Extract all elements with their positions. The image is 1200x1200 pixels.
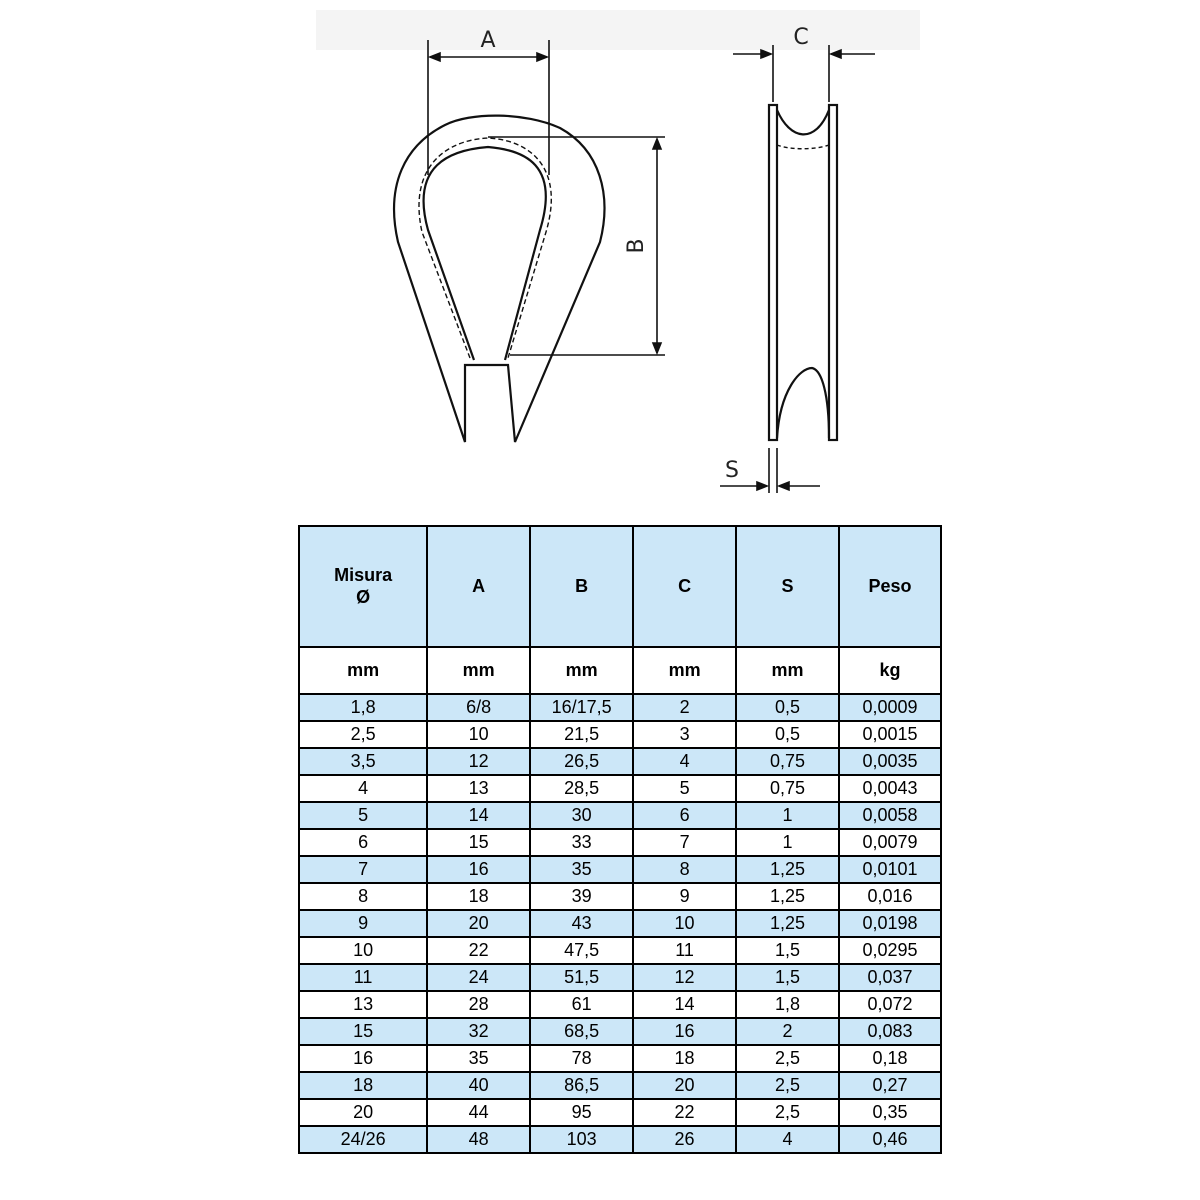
table-cell: 0,016 <box>839 883 941 910</box>
table-cell: 0,46 <box>839 1126 941 1153</box>
table-cell: 20 <box>299 1099 427 1126</box>
table-cell: 1,25 <box>736 856 839 883</box>
header-misura-label: Misura <box>334 564 393 585</box>
table-cell: 1,25 <box>736 883 839 910</box>
table-cell: 24 <box>427 964 530 991</box>
header-b: B <box>530 526 633 647</box>
table-cell: 35 <box>427 1045 530 1072</box>
table-cell: 1,8 <box>299 694 427 721</box>
table-row <box>299 694 941 721</box>
table-cell: 8 <box>633 856 736 883</box>
dimension-b-label: B <box>624 238 649 254</box>
table-cell: 47,5 <box>530 937 633 964</box>
table-cell: 10 <box>299 937 427 964</box>
table-cell: 0,35 <box>839 1099 941 1126</box>
table-cell: 1 <box>736 802 839 829</box>
table-cell: 2,5 <box>736 1072 839 1099</box>
header-a: A <box>427 526 530 647</box>
table-cell: 11 <box>633 937 736 964</box>
table-cell: 48 <box>427 1126 530 1153</box>
table-row <box>299 937 941 964</box>
table-cell: 2 <box>736 1018 839 1045</box>
table-cell: 4 <box>299 775 427 802</box>
table-cell: 24/26 <box>299 1126 427 1153</box>
table-cell: 9 <box>299 910 427 937</box>
table-cell: 16 <box>299 1045 427 1072</box>
table-cell: 0,083 <box>839 1018 941 1045</box>
table-row <box>299 1099 941 1126</box>
table-cell: 7 <box>299 856 427 883</box>
header-row <box>299 526 941 647</box>
table-cell: 5 <box>633 775 736 802</box>
table-cell: 16/17,5 <box>530 694 633 721</box>
table-cell: 61 <box>530 991 633 1018</box>
table-cell: 0,18 <box>839 1045 941 1072</box>
table-cell: 0,0101 <box>839 856 941 883</box>
table-row <box>299 1018 941 1045</box>
table-cell: 1,25 <box>736 910 839 937</box>
table-cell: 12 <box>633 964 736 991</box>
table-cell: 6 <box>299 829 427 856</box>
table-cell: 1,5 <box>736 964 839 991</box>
table-cell: 32 <box>427 1018 530 1045</box>
table-cell: 12 <box>427 748 530 775</box>
unit-cell: mm <box>427 647 530 694</box>
table-row <box>299 802 941 829</box>
table-cell: 4 <box>736 1126 839 1153</box>
table-cell: 44 <box>427 1099 530 1126</box>
table-cell: 0,0009 <box>839 694 941 721</box>
table-cell: 33 <box>530 829 633 856</box>
unit-cell: mm <box>736 647 839 694</box>
dimension-c <box>733 45 875 102</box>
table-cell: 13 <box>299 991 427 1018</box>
table-cell: 30 <box>530 802 633 829</box>
table-row <box>299 964 941 991</box>
table-row <box>299 721 941 748</box>
table-cell: 0,27 <box>839 1072 941 1099</box>
side-view-bottom-groove <box>777 368 829 438</box>
table-cell: 2,5 <box>299 721 427 748</box>
table-body <box>299 694 941 1153</box>
table-cell: 0,0079 <box>839 829 941 856</box>
table-cell: 86,5 <box>530 1072 633 1099</box>
table-cell: 21,5 <box>530 721 633 748</box>
table-cell: 1,8 <box>736 991 839 1018</box>
table-row <box>299 910 941 937</box>
table-cell: 6 <box>633 802 736 829</box>
table-cell: 43 <box>530 910 633 937</box>
table-cell: 0,0043 <box>839 775 941 802</box>
table-cell: 10 <box>427 721 530 748</box>
table-cell: 0,75 <box>736 748 839 775</box>
header-diameter-symbol: Ø <box>356 586 371 607</box>
side-view-top-groove <box>777 110 829 134</box>
table-row <box>299 829 941 856</box>
table-cell: 16 <box>633 1018 736 1045</box>
table-cell: 28 <box>427 991 530 1018</box>
header-misura <box>299 526 427 647</box>
table-cell: 16 <box>427 856 530 883</box>
table-cell: 0,0198 <box>839 910 941 937</box>
table-row <box>299 775 941 802</box>
table-cell: 14 <box>427 802 530 829</box>
thimble-side-view <box>769 105 837 440</box>
table-cell: 4 <box>633 748 736 775</box>
dimension-a-label: A <box>480 28 496 53</box>
table-cell: 15 <box>427 829 530 856</box>
table-cell: 10 <box>633 910 736 937</box>
dimension-s-label: S <box>725 458 739 483</box>
table-row <box>299 1045 941 1072</box>
table-cell: 2,5 <box>736 1099 839 1126</box>
table-cell: 39 <box>530 883 633 910</box>
table-cell: 2 <box>633 694 736 721</box>
table-cell: 51,5 <box>530 964 633 991</box>
table-cell: 13 <box>427 775 530 802</box>
thimble-outer-profile <box>394 116 604 442</box>
thimble-inner-profile <box>424 147 546 360</box>
header-c: C <box>633 526 736 647</box>
table-row <box>299 883 941 910</box>
table-cell: 0,072 <box>839 991 941 1018</box>
specification-table <box>298 525 942 1154</box>
thimble-groove-line <box>419 138 551 358</box>
table-row <box>299 1072 941 1099</box>
technical-drawing <box>0 0 1200 510</box>
scan-band <box>316 10 920 50</box>
table-cell: 40 <box>427 1072 530 1099</box>
table-cell: 15 <box>299 1018 427 1045</box>
table-cell: 6/8 <box>427 694 530 721</box>
table-cell: 8 <box>299 883 427 910</box>
table-cell: 95 <box>530 1099 633 1126</box>
unit-cell: mm <box>633 647 736 694</box>
table-cell: 3 <box>633 721 736 748</box>
table-cell: 26,5 <box>530 748 633 775</box>
table-cell: 22 <box>633 1099 736 1126</box>
unit-cell: mm <box>299 647 427 694</box>
table-cell: 0,0295 <box>839 937 941 964</box>
table-cell: 18 <box>299 1072 427 1099</box>
table-cell: 22 <box>427 937 530 964</box>
table-cell: 20 <box>427 910 530 937</box>
table-cell: 2,5 <box>736 1045 839 1072</box>
table-cell: 0,0015 <box>839 721 941 748</box>
table-cell: 20 <box>633 1072 736 1099</box>
table-row <box>299 748 941 775</box>
table-cell: 9 <box>633 883 736 910</box>
table-cell: 28,5 <box>530 775 633 802</box>
table-cell: 3,5 <box>299 748 427 775</box>
table-cell: 0,75 <box>736 775 839 802</box>
table-cell: 26 <box>633 1126 736 1153</box>
unit-cell: mm <box>530 647 633 694</box>
table-cell: 18 <box>633 1045 736 1072</box>
table-cell: 1 <box>736 829 839 856</box>
table-cell: 0,0058 <box>839 802 941 829</box>
table-cell: 0,5 <box>736 694 839 721</box>
table-row <box>299 991 941 1018</box>
table-cell: 78 <box>530 1045 633 1072</box>
unit-cell: kg <box>839 647 941 694</box>
header-peso: Peso <box>839 526 941 647</box>
table-cell: 5 <box>299 802 427 829</box>
units-row <box>299 647 941 694</box>
dimension-a <box>428 40 549 175</box>
thimble-front-view <box>394 116 604 442</box>
table-cell: 14 <box>633 991 736 1018</box>
table-cell: 103 <box>530 1126 633 1153</box>
header-s: S <box>736 526 839 647</box>
table-cell: 0,5 <box>736 721 839 748</box>
table-row <box>299 1126 941 1153</box>
table-cell: 7 <box>633 829 736 856</box>
table-cell: 0,037 <box>839 964 941 991</box>
table-row <box>299 856 941 883</box>
table-cell: 0,0035 <box>839 748 941 775</box>
thimble-diagram <box>0 0 1200 510</box>
dimension-c-label: C <box>793 25 809 50</box>
table-cell: 68,5 <box>530 1018 633 1045</box>
table-cell: 1,5 <box>736 937 839 964</box>
table-cell: 35 <box>530 856 633 883</box>
table-cell: 11 <box>299 964 427 991</box>
table-cell: 18 <box>427 883 530 910</box>
